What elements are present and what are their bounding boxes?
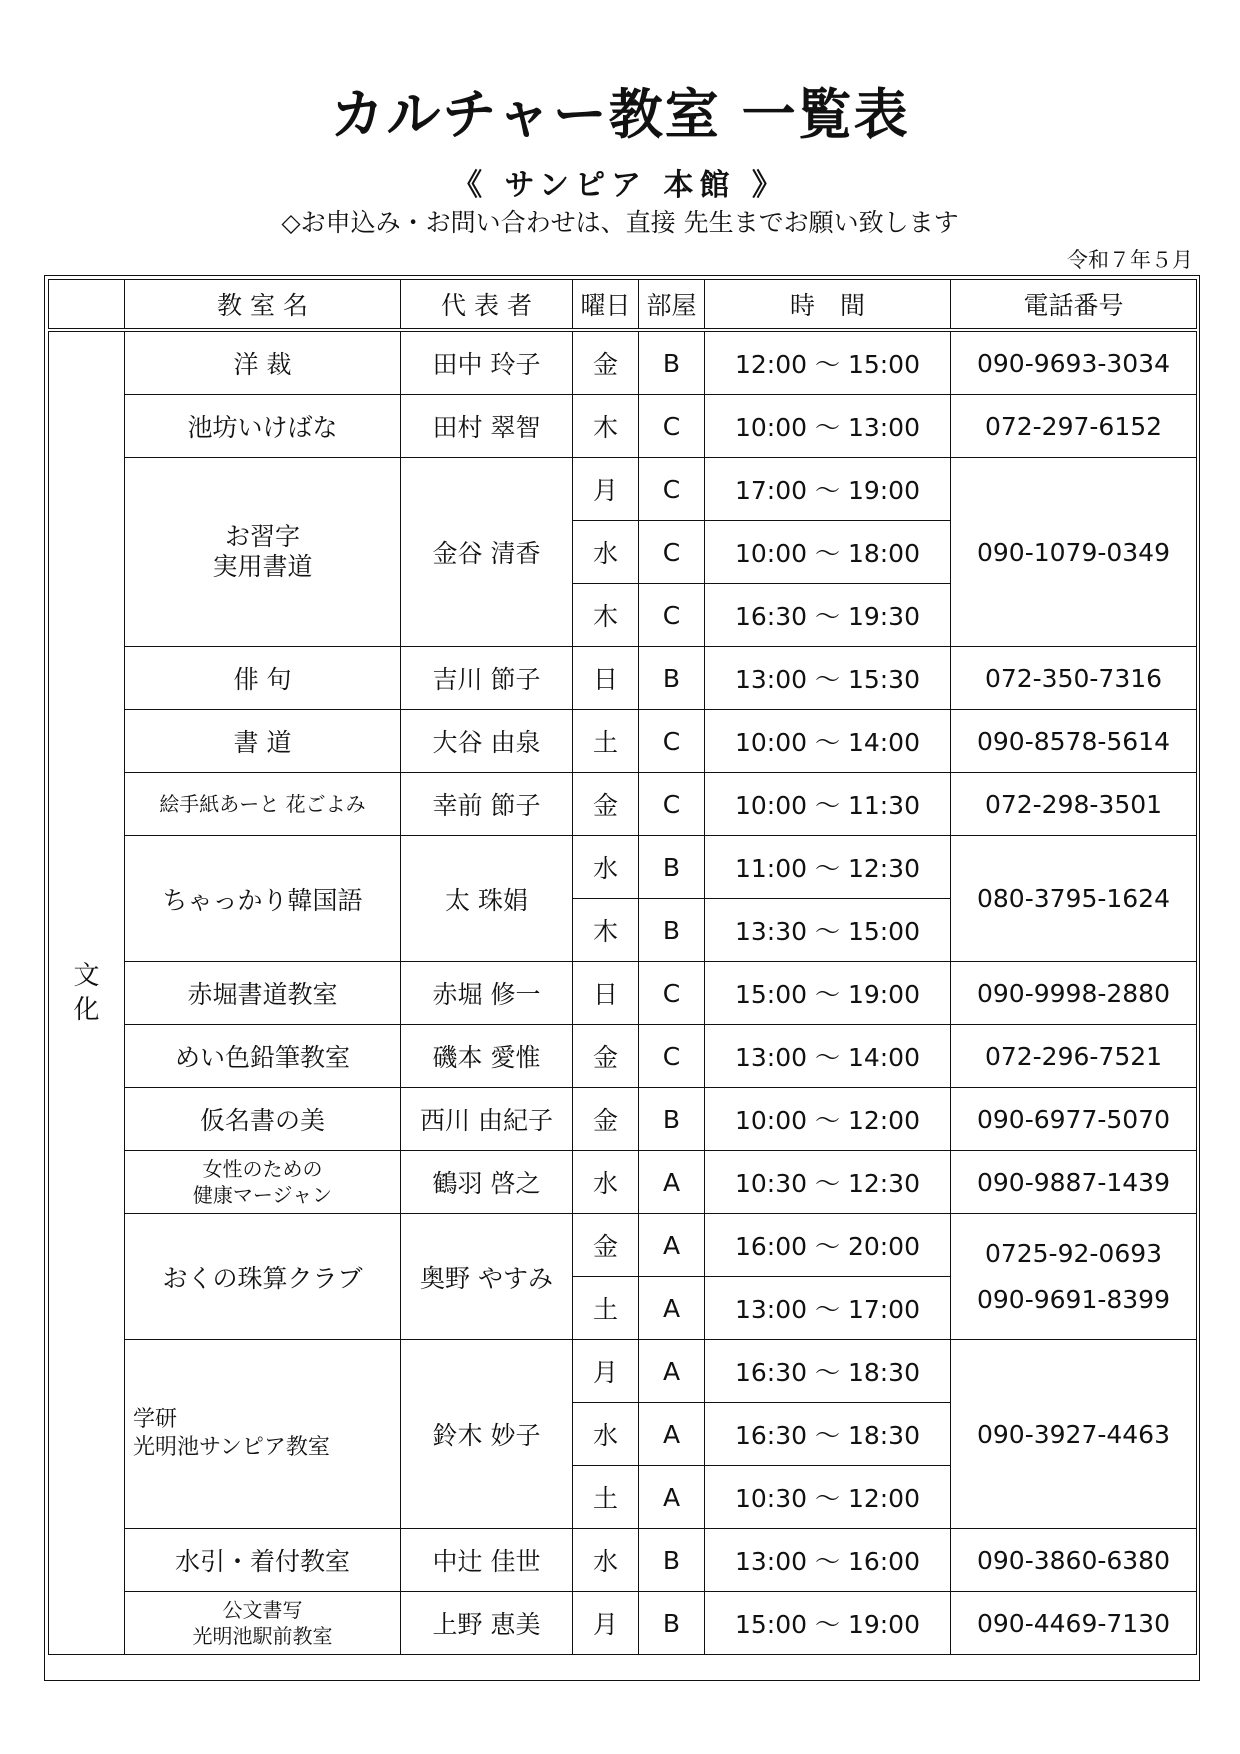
header-time: 時 間 bbox=[705, 280, 951, 331]
phone: 072-298-3501 bbox=[951, 773, 1197, 836]
table-row bbox=[49, 1025, 1197, 1088]
time: 10:30 ～ 12:30 bbox=[705, 1151, 951, 1214]
day: 月 bbox=[573, 1340, 639, 1403]
day: 金 bbox=[573, 1025, 639, 1088]
phone-landline: 0725-92-0693 bbox=[984, 1238, 1163, 1268]
class-list-table bbox=[48, 279, 1197, 1655]
time: 13:00 ～ 15:30 bbox=[705, 647, 951, 710]
time: 10:30 ～ 12:00 bbox=[705, 1466, 951, 1529]
representative: 磯本 愛惟 bbox=[401, 1025, 573, 1088]
time: 13:00 ～ 17:00 bbox=[705, 1277, 951, 1340]
class-name: 仮名書の美 bbox=[125, 1088, 401, 1151]
phone: 090-9693-3034 bbox=[951, 330, 1197, 395]
page-title: カルチャー教室 一覧表 bbox=[330, 83, 910, 146]
time: 16:30 ～ 19:30 bbox=[705, 584, 951, 647]
time: 10:00 ～ 14:00 bbox=[705, 710, 951, 773]
table-row bbox=[49, 1529, 1197, 1592]
table-row bbox=[49, 330, 1197, 395]
room: B bbox=[639, 647, 705, 710]
representative: 大谷 由泉 bbox=[401, 710, 573, 773]
time: 12:00 ～ 15:00 bbox=[705, 330, 951, 395]
room: A bbox=[639, 1466, 705, 1529]
representative: 幸前 節子 bbox=[401, 773, 573, 836]
time: 10:00 ～ 13:00 bbox=[705, 395, 951, 458]
phone: 090-6977-5070 bbox=[951, 1088, 1197, 1151]
time: 16:00 ～ 20:00 bbox=[705, 1214, 951, 1277]
class-name: 絵手紙あーと 花ごよみ bbox=[125, 773, 401, 836]
time: 13:30 ～ 15:00 bbox=[705, 899, 951, 962]
table-row bbox=[49, 962, 1197, 1025]
representative: 西川 由紀子 bbox=[401, 1088, 573, 1151]
day: 金 bbox=[573, 773, 639, 836]
table-row bbox=[49, 1592, 1197, 1655]
class-name: 女性のための 健康マージャン bbox=[125, 1151, 401, 1214]
header-row bbox=[49, 280, 1197, 331]
class-name: 俳 句 bbox=[125, 647, 401, 710]
category-cell: 文 化 bbox=[49, 330, 125, 1655]
representative: 吉川 節子 bbox=[401, 647, 573, 710]
header-representative: 代 表 者 bbox=[401, 280, 573, 331]
day: 金 bbox=[573, 330, 639, 395]
class-name: 公文書写 光明池駅前教室 bbox=[125, 1592, 401, 1655]
representative: 田村 翠智 bbox=[401, 395, 573, 458]
issue-date: 令和７年５月 bbox=[1067, 248, 1193, 272]
phone: 090-9887-1439 bbox=[951, 1151, 1197, 1214]
time: 16:30 ～ 18:30 bbox=[705, 1340, 951, 1403]
phone: 090-4469-7130 bbox=[951, 1592, 1197, 1655]
day: 日 bbox=[573, 647, 639, 710]
class-name: 学研 光明池サンピア教室 bbox=[125, 1340, 401, 1529]
room: C bbox=[639, 773, 705, 836]
page-subtitle: 《 サンピア 本館 》 bbox=[452, 168, 788, 203]
class-name: お習字 実用書道 bbox=[125, 458, 401, 647]
room: C bbox=[639, 710, 705, 773]
class-name: ちゃっかり韓国語 bbox=[125, 836, 401, 962]
day: 水 bbox=[573, 836, 639, 899]
day: 水 bbox=[573, 1151, 639, 1214]
time: 15:00 ～ 19:00 bbox=[705, 1592, 951, 1655]
room: C bbox=[639, 458, 705, 521]
day: 水 bbox=[573, 1529, 639, 1592]
room: A bbox=[639, 1214, 705, 1277]
room: A bbox=[639, 1151, 705, 1214]
room: A bbox=[639, 1277, 705, 1340]
time: 13:00 ～ 16:00 bbox=[705, 1529, 951, 1592]
time: 16:30 ～ 18:30 bbox=[705, 1403, 951, 1466]
phone: 090-9998-2880 bbox=[951, 962, 1197, 1025]
representative: 赤堀 修一 bbox=[401, 962, 573, 1025]
room: C bbox=[639, 521, 705, 584]
day: 水 bbox=[573, 1403, 639, 1466]
class-name: めい色鉛筆教室 bbox=[125, 1025, 401, 1088]
class-name: おくの珠算クラブ bbox=[125, 1214, 401, 1340]
day: 土 bbox=[573, 1277, 639, 1340]
day: 日 bbox=[573, 962, 639, 1025]
representative: 金谷 清香 bbox=[401, 458, 573, 647]
day: 金 bbox=[573, 1088, 639, 1151]
time: 13:00 ～ 14:00 bbox=[705, 1025, 951, 1088]
time: 10:00 ～ 18:00 bbox=[705, 521, 951, 584]
class-name: 赤堀書道教室 bbox=[125, 962, 401, 1025]
room: A bbox=[639, 1403, 705, 1466]
table-row bbox=[49, 458, 1197, 521]
day: 木 bbox=[573, 395, 639, 458]
representative: 鈴木 妙子 bbox=[401, 1340, 573, 1529]
room: C bbox=[639, 1025, 705, 1088]
table-row bbox=[49, 710, 1197, 773]
representative: 太 珠娟 bbox=[401, 836, 573, 962]
phone bbox=[951, 1214, 1197, 1340]
table-row bbox=[49, 1214, 1197, 1277]
class-name: 洋 裁 bbox=[125, 330, 401, 395]
class-name: 書 道 bbox=[125, 710, 401, 773]
day: 水 bbox=[573, 521, 639, 584]
phone: 072-350-7316 bbox=[951, 647, 1197, 710]
phone: 090-8578-5614 bbox=[951, 710, 1197, 773]
representative: 鶴羽 啓之 bbox=[401, 1151, 573, 1214]
room: B bbox=[639, 1088, 705, 1151]
time: 10:00 ～ 12:00 bbox=[705, 1088, 951, 1151]
room: B bbox=[639, 899, 705, 962]
phone: 090-3860-6380 bbox=[951, 1529, 1197, 1592]
room: B bbox=[639, 330, 705, 395]
phone: 072-296-7521 bbox=[951, 1025, 1197, 1088]
room: C bbox=[639, 395, 705, 458]
phone: 090-1079-0349 bbox=[951, 458, 1197, 647]
room: B bbox=[639, 1529, 705, 1592]
header-category bbox=[49, 280, 125, 331]
table-row bbox=[49, 836, 1197, 899]
phone-mobile: 090-9691-8399 bbox=[976, 1284, 1170, 1314]
phone: 080-3795-1624 bbox=[951, 836, 1197, 962]
class-name: 水引・着付教室 bbox=[125, 1529, 401, 1592]
table-row bbox=[49, 773, 1197, 836]
table-row bbox=[49, 1340, 1197, 1403]
phone: 090-3927-4463 bbox=[951, 1340, 1197, 1529]
representative: 中辻 佳世 bbox=[401, 1529, 573, 1592]
time: 17:00 ～ 19:00 bbox=[705, 458, 951, 521]
room: C bbox=[639, 962, 705, 1025]
class-name: 池坊いけばな bbox=[125, 395, 401, 458]
day: 木 bbox=[573, 584, 639, 647]
header-phone: 電話番号 bbox=[951, 280, 1197, 331]
representative: 田中 玲子 bbox=[401, 330, 573, 395]
day: 木 bbox=[573, 899, 639, 962]
time: 15:00 ～ 19:00 bbox=[705, 962, 951, 1025]
day: 土 bbox=[573, 1466, 639, 1529]
contact-notice: ◇お申込み・お問い合わせは、直接 先生までお願い致します bbox=[281, 208, 959, 237]
day: 月 bbox=[573, 458, 639, 521]
representative: 上野 恵美 bbox=[401, 1592, 573, 1655]
day: 金 bbox=[573, 1214, 639, 1277]
time: 10:00 ～ 11:30 bbox=[705, 773, 951, 836]
header-day: 曜日 bbox=[573, 280, 639, 331]
room: B bbox=[639, 836, 705, 899]
day: 土 bbox=[573, 710, 639, 773]
time: 11:00 ～ 12:30 bbox=[705, 836, 951, 899]
room: B bbox=[639, 1592, 705, 1655]
table-row bbox=[49, 1151, 1197, 1214]
room: A bbox=[639, 1340, 705, 1403]
table-row bbox=[49, 647, 1197, 710]
header-class-name: 教 室 名 bbox=[125, 280, 401, 331]
room: C bbox=[639, 584, 705, 647]
phone: 072-297-6152 bbox=[951, 395, 1197, 458]
header-room: 部屋 bbox=[639, 280, 705, 331]
table-row bbox=[49, 1088, 1197, 1151]
representative: 奥野 やすみ bbox=[401, 1214, 573, 1340]
day: 月 bbox=[573, 1592, 639, 1655]
table-row bbox=[49, 395, 1197, 458]
